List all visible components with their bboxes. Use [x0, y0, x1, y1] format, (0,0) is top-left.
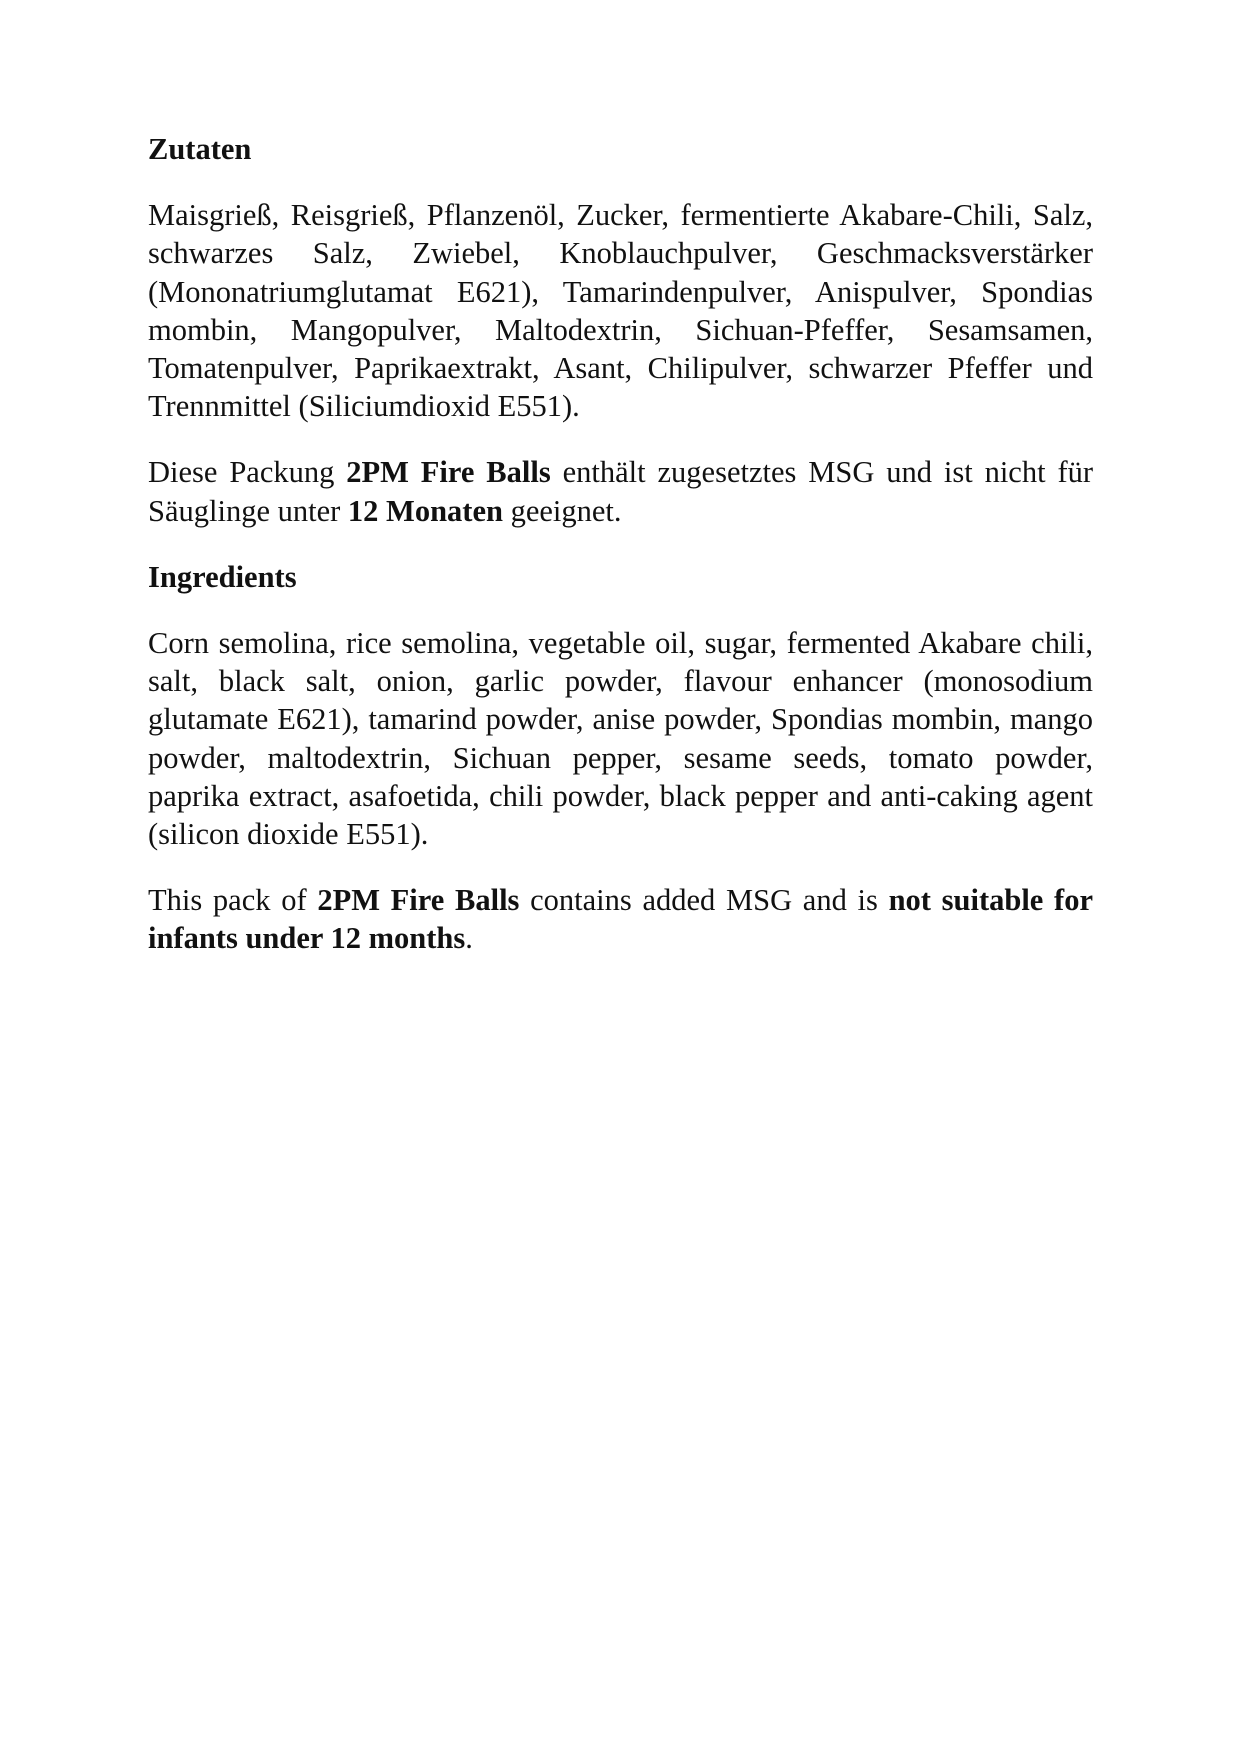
- german-notice-text-1: Diese Packung: [148, 455, 347, 490]
- german-ingredients-list: Maisgrieß, Reisgrieß, Pflanzenöl, Zucker, fermentierte Akabare-Chili, Salz, schwarzes Salz, Zwiebel, Knoblauchpulver, Geschmacksverstärker (Mononatriumglutamat E621), Tamarindenpulver, Anispulver, Spondias mombin, Mangopulver, Maltodextrin, Sichuan-Pfeffer, Sesamsamen, Tomatenpulver, Paprikaextrakt, Asant, Chilipulver, schwarzer Pfeffer und Trennmittel (Siliciumdioxid E551).: [148, 198, 1093, 424]
- english-infant-warning: not suitable for infants under 12 months: [148, 883, 1093, 956]
- document-page: [148, 130, 1093, 986]
- german-product-name: 2PM Fire Balls: [346, 455, 551, 490]
- german-age-limit: 12 Monaten: [347, 493, 503, 528]
- german-heading: Zutaten: [148, 132, 252, 166]
- english-notice-text-2: contains added MSG and is: [519, 883, 889, 918]
- german-msg-notice: [148, 453, 1093, 529]
- english-notice-text-3: .: [465, 921, 473, 956]
- english-heading: Ingredients: [148, 559, 297, 594]
- english-notice-text-1: This pack of: [148, 883, 318, 918]
- english-product-name: 2PM Fire Balls: [317, 883, 520, 918]
- english-msg-notice: [148, 881, 1093, 957]
- german-notice-text-2: enthält zugesetztes MSG und ist nicht für Säuglinge unter: [148, 455, 1094, 528]
- german-notice-text-3: geeignet.: [502, 493, 622, 528]
- english-ingredients-list: Corn semolina, rice semolina, vegetable oil, sugar, fermented Akabare chili, salt, black salt, onion, garlic powder, flavour enhancer (monosodium glutamate E621), tamarind powder, anise powder, Spondias mombin, mango powder, maltodextrin, Sichuan pepper, sesame seeds, tomato powder, paprika extract, asafoetida, chili powder, black pepper and anti-caking agent (silicon dioxide E551).: [148, 626, 1093, 852]
